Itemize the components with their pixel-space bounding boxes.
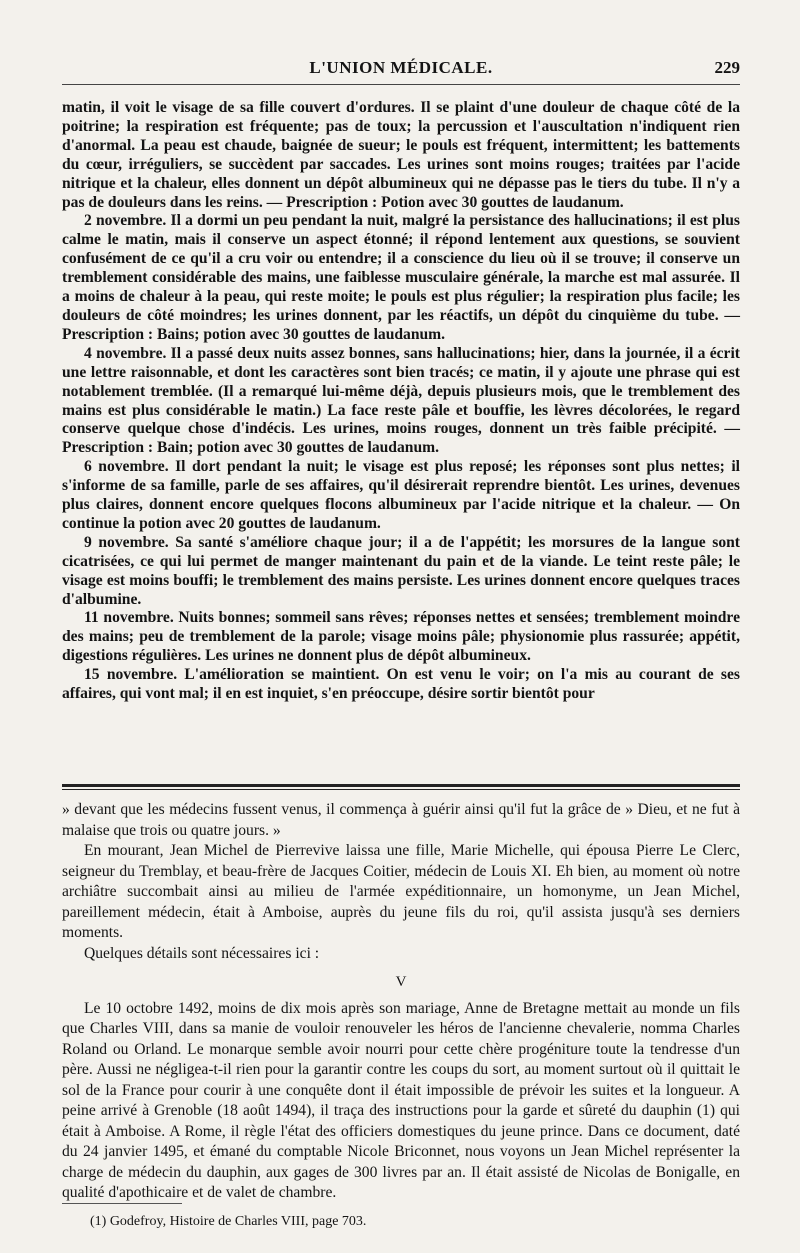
section-heading: V xyxy=(395,974,407,990)
paragraph: 9 novembre. Sa santé s'améliore chaque jour; il a de l'appétit; les morsures de la langue sont cicatrisées, ce qui lui permet de manger maintenant du pain et de la viande. Le teint reste pâle; le visage est moins bouffi; le tremblement des mains persiste. Les urines donnent encore quelques traces d'albumine. xyxy=(62,533,740,608)
quoted-passage: » devant que les médecins fussent venus, il commença à guérir ainsi qu'il fut la grâce de » Dieu, et ne fut à malaise que trois ou quatre jours. » xyxy=(62,801,740,839)
footnote-divider xyxy=(62,1203,182,1204)
paragraph: 11 novembre. Nuits bonnes; sommeil sans rêves; réponses nettes et sensées; tremblement moindre des mains; peu de tremblement de la parole; visage moins pâle; physionomie plus rassurée; appétit, digestions régulières. Les urines ne donnent plus de dépôt albumineux. xyxy=(62,609,740,665)
paragraph: 2 novembre. Il a dormi un peu pendant la nuit, malgré la persistance des hallucinations; il est plus calme le matin, mais il conserve un aspect étonné; il répond lentement aux questions, se souvient confusément de ce qu'il a cru voir ou entendre; il a conscience du lieu où il se trouve; il conserve un tremblement considérable des mains, une faiblesse musculaire générale, la marche est mal assurée. Il a moins de chaleur à la peau, qui reste moite; le pouls est plus régulier; la respiration plus facile; les douleurs de côté moindres; les urines donnent, par les réactifs, un dépôt du cinquième du tube. — Prescription : Bains; potion avec 30 gouttes de laudanum. xyxy=(62,212,740,343)
page-header xyxy=(62,58,740,85)
page-number: 229 xyxy=(714,58,740,77)
feuilleton-text xyxy=(62,800,740,1204)
paragraph: matin, il voit le visage de sa fille couvert d'ordures. Il se plaint d'une douleur de chaque côté de la poitrine; la respiration est fréquente; pas de toux; la percussion et l'auscultation n'indiquent rien d'anormal. La peau est chaude, baignée de sueur; le pouls est fréquent, intermittent; les battements du cœur, irréguliers, se succèdent par saccades. Les urines sont moins rouges; traitées par l'acide nitrique et la chaleur, elles donnent un dépôt albumineux qui ne dépasse pas le tiers du tube. Il n'y a pas de douleurs dans les reins. — Prescription : Potion avec 30 gouttes de laudanum. xyxy=(62,99,740,211)
clinical-notes xyxy=(62,99,740,704)
paragraph: Quelques détails sont nécessaires ici : xyxy=(84,944,320,962)
paragraph: En mourant, Jean Michel de Pierrevive laissa une fille, Marie Michelle, qui épousa Pierre Le Clerc, seigneur du Tremblay, et beau-frère de Jacques Coitier, médecin de Louis XI. Eh bien, au moment où notre archiâtre succombait ainsi au milieu de l'armée expéditionnaire, un homonyme, un Jean Michel, pareillement médecin, était à Amboise, auprès du jeune fils du roi, qu'il assista jusqu'à ses derniers moments. xyxy=(62,842,740,941)
paragraph: 15 novembre. L'amélioration se maintient. On est venu le voir; on l'a mis au courant de ses affaires, qui vont mal; il en est inquiet, s'en préoccupe, désire sortir bientôt pour xyxy=(62,666,740,703)
paragraph: 4 novembre. Il a passé deux nuits assez bonnes, sans hallucinations; hier, dans la journée, il a écrit une lettre raisonnable, et dont les caractères sont bien tracés; ce matin, il y ajoute une phrase qui est notablement tremblée. (Il a remarqué lui-même déjà, depuis plusieurs mois, que le tremblement des mains est plus considérable le matin.) La face reste pâle et bouffie, les lèvres décolorées, le regard conserve quelque chose d'indécis. Les urines, moins rouges, donnent un très faible précipité. — Prescription : Bain; potion avec 30 gouttes de laudanum. xyxy=(62,344,740,457)
footnote: (1) Godefroy, Histoire de Charles VIII, page 703. xyxy=(90,1214,367,1229)
journal-title: L'UNION MÉDICALE. xyxy=(309,58,493,77)
paragraph: 6 novembre. Il dort pendant la nuit; le visage est plus reposé; les réponses sont plus nettes; il s'informe de sa famille, parle de ses affaires, qu'il désirerait reprendre bientôt. Les urines, devenues plus claires, donnent encore quelques flocons albumineux par l'acide nitrique et la chaleur. — On continue la potion avec 20 gouttes de laudanum. xyxy=(62,458,740,532)
paragraph: Le 10 octobre 1492, moins de dix mois après son mariage, Anne de Bretagne mettait au monde un fils que Charles VIII, dans sa manie de vouloir renouveler les héros de l'ancienne chevalerie, nomma Charles Roland ou Orland. Le monarque semble avoir nourri pour cette chère progéniture toute la tendresse d'un père. Aussi ne négligea-t-il rien pour la garantir contre les coups du sort, au moment surtout où il quittait le sol de la France pour courir à une conquête dont il était impossible de prévoir les suites et la longueur. A peine arrivé à Grenoble (18 août 1494), il traça des instructions pour la garde et sûreté du dauphin (1) qui était à Amboise. A Rome, il règle l'état des officiers domestiques du jeune prince. Dans ce document, daté du 24 janvier 1495, et émané du comptable Nicole Briconnet, nous voyons un Jean Michel représenter la charge de médecin du dauphin, aux gages de 300 livres par an. Il était assisté de Nicolas de Bonigalle, en qualité d'apothicaire et de valet de chambre. xyxy=(62,999,740,1201)
section-divider xyxy=(62,784,740,790)
